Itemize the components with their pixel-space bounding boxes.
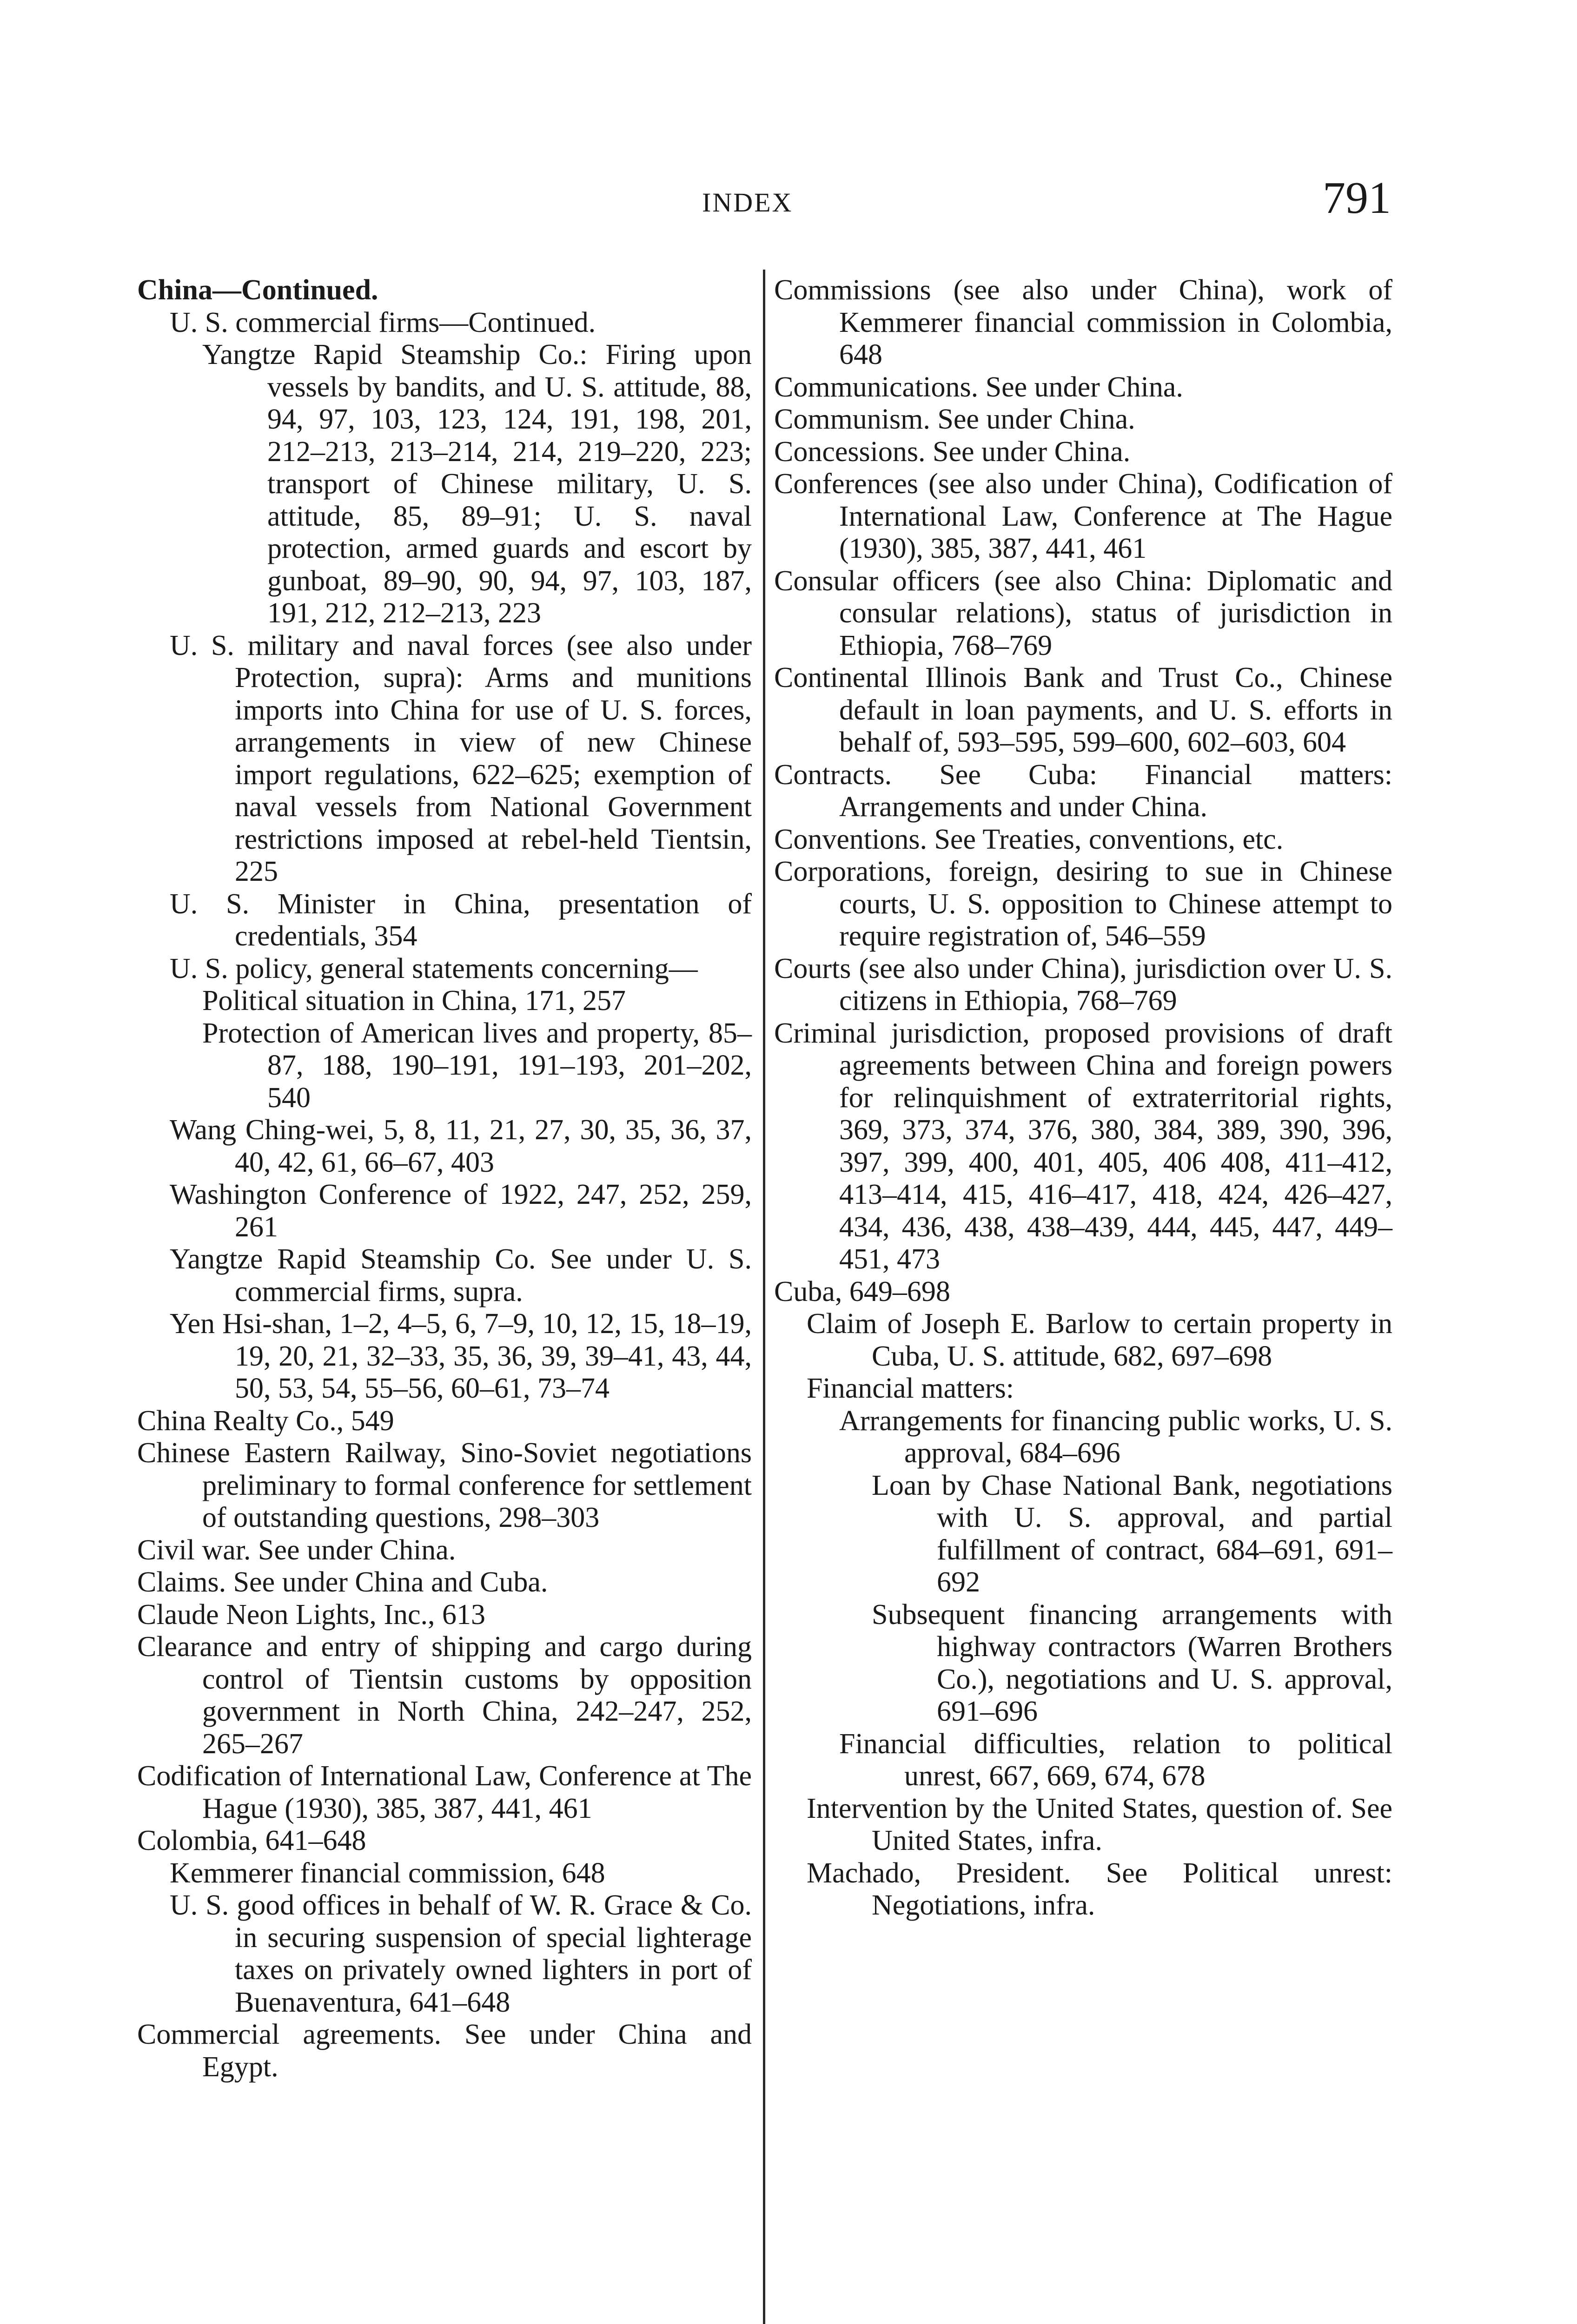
- index-entry: Arrangements for financing public works, U. S. approval, 684–696: [839, 1405, 1392, 1469]
- index-entry: Communications. See under China.: [774, 371, 1183, 403]
- index-entry: Concessions. See under China.: [774, 436, 1131, 468]
- index-entry: Colombia, 641–648: [137, 1825, 366, 1856]
- index-entry: Political situation in China, 171, 257: [202, 985, 626, 1017]
- index-entry: Conferences (see also under China), Codification of International Law, Conference at The Hague (1930), 385, 387, 441, 461: [774, 468, 1392, 564]
- index-entry: U. S. commercial firms—Continued.: [170, 306, 596, 338]
- index-entry: Financial matters:: [807, 1373, 1014, 1404]
- index-entry: Criminal jurisdiction, proposed provisions of draft agreements between China and foreign powers for relinquishment of extraterritorial rights, 369, 373, 374, 376, 380, 384, 389, 390, 396, 397, 399, 400, 401, 405, 406 408, 411–412, 413–414, 415, 416–417, 418, 424, 426–427, 434, 436, 438, 438–439, 444, 445, 447, 449–451, 473: [774, 1017, 1392, 1275]
- index-entry: Claim of Joseph E. Barlow to certain property in Cuba, U. S. attitude, 682, 697–698: [807, 1308, 1392, 1372]
- index-entry: Commercial agreements. See under China and Egypt.: [137, 2019, 752, 2083]
- index-entry: Commissions (see also under China), work of Kemmerer financial commission in Colombia, 648: [774, 274, 1392, 370]
- index-entry: Conventions. See Treaties, conventions, etc.: [774, 823, 1284, 855]
- index-entry: U. S. good offices in behalf of W. R. Grace & Co. in securing suspension of special lighterage taxes on privately owned lighters in port of Buenaventura, 641–648: [170, 1889, 752, 2018]
- index-entry: Intervention by the United States, question of. See United States, infra.: [807, 1792, 1392, 1856]
- index-entry: Claude Neon Lights, Inc., 613: [137, 1598, 486, 1631]
- index-entry: Consular officers (see also China: Diplomatic and consular relations), status of jurisdiction in Ethiopia, 768–769: [774, 565, 1392, 661]
- index-entry: Contracts. See Cuba: Financial matters: Arrangements and under China.: [774, 759, 1392, 823]
- index-heading: China—Continued.: [137, 274, 378, 306]
- index-entry: Codification of International Law, Conference at The Hague (1930), 385, 387, 441, 461: [137, 1760, 752, 1824]
- index-entry: Corporations, foreign, desiring to sue in Chinese courts, U. S. opposition to Chinese attempt to require registration of, 546–559: [774, 856, 1392, 952]
- index-entry: Claims. See under China and Cuba.: [137, 1566, 548, 1598]
- index-entry: China Realty Co., 549: [137, 1405, 394, 1437]
- index-entry: Protection of American lives and property, 85–87, 188, 190–191, 191–193, 201–202, 540: [202, 1017, 752, 1114]
- index-entry: Kemmerer financial commission, 648: [170, 1857, 605, 1889]
- index-entry: Subsequent financing arrangements with highway contractors (Warren Brothers Co.), negotiations and U. S. approval, 691–696: [872, 1598, 1392, 1727]
- index-entry: Yangtze Rapid Steamship Co. See under U. S. commercial firms, supra.: [170, 1243, 752, 1307]
- index-column-right: [774, 274, 1392, 1922]
- column-divider: [763, 270, 765, 2324]
- page-number: 791: [1323, 173, 1391, 223]
- index-column-left: [137, 274, 752, 2083]
- index-entry: Continental Illinois Bank and Trust Co., Chinese default in loan payments, and U. S. efforts in behalf of, 593–595, 599–600, 602–603, 604: [774, 662, 1392, 758]
- index-entry: Communism. See under China.: [774, 403, 1135, 435]
- index-entry: U. S. Minister in China, presentation of credentials, 354: [170, 888, 752, 952]
- index-entry: Cuba, 649–698: [774, 1275, 950, 1307]
- index-entry: Loan by Chase National Bank, negotiations with U. S. approval, and partial fulfillment of contract, 684–691, 691–692: [872, 1469, 1392, 1598]
- index-entry: U. S. policy, general statements concerning—: [170, 952, 698, 984]
- index-entry: U. S. military and naval forces (see also under Protection, supra): Arms and munitions imports into China for use of U. S. forces, arrangements in view of new Chinese import regulations, 622–625; exemption of naval vessels from National Government restrictions imposed at rebel-held Tientsin, 225: [170, 629, 752, 887]
- page-header: [0, 172, 1577, 223]
- index-entry: Clearance and entry of shipping and cargo during control of Tientsin customs by opposition government in North China, 242–247, 252, 265–267: [137, 1631, 752, 1760]
- index-entry: Wang Ching-wei, 5, 8, 11, 21, 27, 30, 35, 36, 37, 40, 42, 61, 66–67, 403: [170, 1114, 752, 1178]
- index-entry: Chinese Eastern Railway, Sino-Soviet negotiations preliminary to formal conference for settlement of outstanding questions, 298–303: [137, 1437, 752, 1533]
- index-entry: Financial difficulties, relation to political unrest, 667, 669, 674, 678: [839, 1728, 1392, 1792]
- index-entry: Washington Conference of 1922, 247, 252, 259, 261: [170, 1179, 752, 1243]
- index-entry: Machado, President. See Political unrest: Negotiations, infra.: [807, 1857, 1392, 1921]
- running-head: INDEX: [702, 187, 793, 218]
- index-entry: Civil war. See under China.: [137, 1534, 456, 1566]
- index-entry: Courts (see also under China), jurisdiction over U. S. citizens in Ethiopia, 768–769: [774, 952, 1392, 1017]
- index-entry: Yen Hsi-shan, 1–2, 4–5, 6, 7–9, 10, 12, 15, 18–19, 19, 20, 21, 32–33, 35, 36, 39, 39–41, 43, 44, 50, 53, 54, 55–56, 60–61, 73–74: [170, 1308, 752, 1404]
- index-entry: Yangtze Rapid Steamship Co.: Firing upon vessels by bandits, and U. S. attitude, 88, 94, 97, 103, 123, 124, 191, 198, 201, 212–213, 213–214, 214, 219–220, 223; transport of Chinese military, U. S. attitude, 85, 89–91; U. S. naval protection, armed guards and escort by gunboat, 89–90, 90, 94, 97, 103, 187, 191, 212, 212–213, 223: [202, 339, 752, 629]
